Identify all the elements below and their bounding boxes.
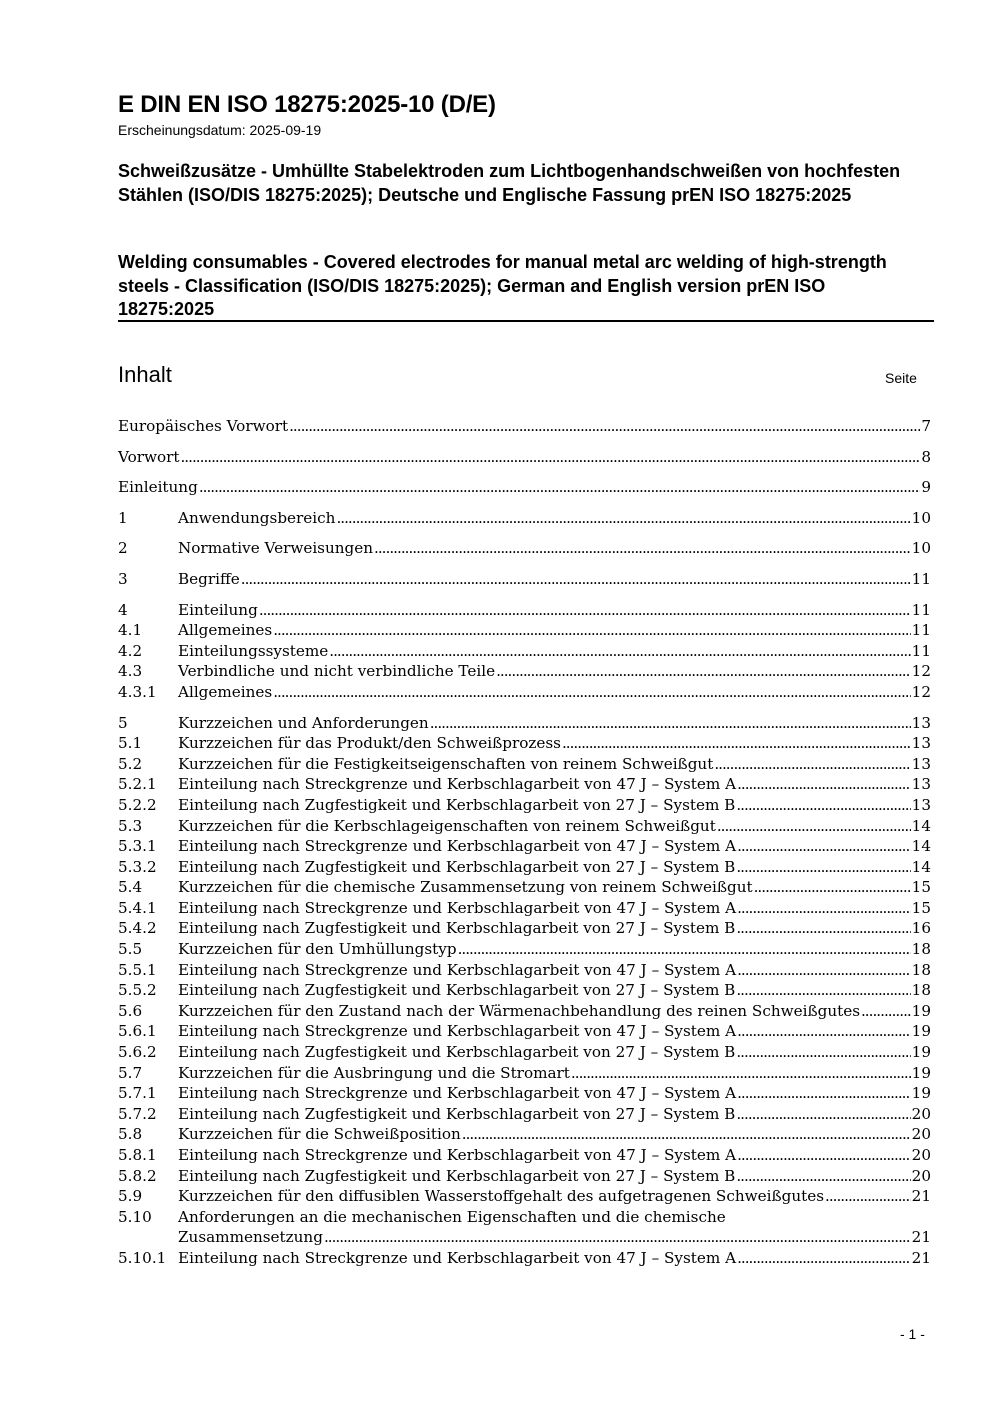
- toc-entry-page: 21: [911, 1187, 931, 1206]
- toc-entry-page: 20: [911, 1146, 931, 1164]
- toc-entry-page: 21: [911, 1248, 931, 1267]
- toc-entry-page: 10: [911, 539, 931, 558]
- toc-entry-number: 5.4.2: [118, 919, 157, 938]
- toc-leader-dots: [861, 1001, 911, 1022]
- toc-entry-label: Kurzzeichen für die Ausbringung und die Stromart: [178, 1063, 570, 1082]
- toc-entry-page: 16: [911, 919, 931, 938]
- toc-entry[interactable]: [118, 1207, 931, 1248]
- toc-entry-label: Normative Verweisungen: [178, 539, 374, 558]
- toc-leader-dots: [737, 960, 911, 981]
- toc-entry-page: 21: [911, 1228, 931, 1247]
- toc-entry-label: Einteilung nach Streckgrenze und Kerbschlagarbeit von 47 J – System A: [178, 837, 737, 856]
- toc-entry[interactable]: [118, 1166, 931, 1187]
- toc-leader-dots: [737, 1145, 911, 1166]
- toc-entry[interactable]: [118, 898, 931, 919]
- toc-entry-number: 5.3: [118, 816, 143, 835]
- toc-entry-label: Einteilung nach Zugfestigkeit und Kerbschlagarbeit von 27 J – System B: [178, 1166, 736, 1185]
- toc-entry-number: 5.7.2: [118, 1104, 157, 1123]
- toc-entry-number: 5.3.1: [118, 837, 157, 856]
- toc-entry-page: 15: [911, 898, 931, 917]
- toc-entry-page: 13: [911, 754, 931, 773]
- toc-entry-page: 14: [911, 837, 931, 856]
- toc-entry-label: Einteilung nach Streckgrenze und Kerbschlagarbeit von 47 J – System A: [178, 775, 737, 794]
- toc-entry-page: 19: [911, 1063, 931, 1082]
- toc-leader-dots: [736, 980, 910, 1001]
- toc-leader-dots: [754, 877, 911, 898]
- toc-entry-page: 7: [921, 417, 931, 435]
- toc-entry-number: 5.10: [118, 1207, 152, 1226]
- footer-page-number: - 1 -: [900, 1326, 925, 1342]
- header-divider: [118, 320, 934, 322]
- toc-entry-number: 5.6.2: [118, 1043, 157, 1062]
- toc-leader-dots: [241, 569, 911, 590]
- toc-leader-dots: [571, 1063, 911, 1084]
- toc-leader-dots: [736, 1042, 910, 1063]
- toc-leader-dots: [273, 682, 910, 703]
- toc-entry-page: 14: [911, 816, 931, 835]
- toc-entry-page: 18: [911, 981, 931, 1000]
- toc-entry-number: 5.1: [118, 734, 143, 753]
- toc-entry-page: 12: [911, 662, 931, 681]
- toc-entry-number: 5.8.2: [118, 1166, 157, 1185]
- toc-entry[interactable]: [118, 1063, 931, 1084]
- toc-leader-dots: [273, 620, 910, 641]
- toc-leader-dots: [180, 447, 920, 468]
- toc-entry-page: 18: [911, 940, 931, 959]
- toc-entry[interactable]: [118, 416, 931, 437]
- toc-entry-label: Kurzzeichen für die Festigkeitseigenschaften von reinem Schweißgut: [178, 754, 714, 773]
- toc-entry-number: 4.2: [118, 641, 143, 660]
- toc-entry-page: 12: [911, 682, 931, 701]
- toc-entry-page: 18: [911, 960, 931, 979]
- toc-entry-label: Einteilung nach Streckgrenze und Kerbschlagarbeit von 47 J – System A: [178, 1146, 737, 1164]
- toc-leader-dots: [329, 641, 910, 662]
- document-id: E DIN EN ISO 18275:2025-10 (D/E): [118, 91, 496, 118]
- toc-entry[interactable]: [118, 733, 931, 754]
- toc-entry-number: 4.3.1: [118, 682, 157, 701]
- toc-entry[interactable]: [118, 641, 931, 662]
- toc-entry-label: Einteilung nach Streckgrenze und Kerbschlagarbeit von 47 J – System A: [178, 1084, 737, 1103]
- toc-entry-number: 5.2: [118, 754, 143, 773]
- toc-entry-label-continued: Zusammensetzung: [178, 1228, 323, 1247]
- toc-leader-dots: [374, 538, 911, 559]
- toc-leader-dots: [462, 1124, 911, 1145]
- toc-entry-page: 15: [911, 878, 931, 897]
- toc-leader-dots: [458, 939, 911, 960]
- toc-entry-label: Europäisches Vorwort: [118, 417, 289, 435]
- toc-entry-number: 5.2.1: [118, 775, 157, 794]
- toc-leader-dots: [430, 713, 911, 734]
- toc-entry-label: Vorwort: [118, 447, 180, 466]
- toc-entry-label: Verbindliche und nicht verbindliche Teile: [178, 662, 496, 681]
- toc-entry-page: 20: [911, 1104, 931, 1123]
- toc-entry-number: 4.3: [118, 662, 143, 681]
- toc-leader-dots: [737, 898, 911, 919]
- toc-entry-label: Einleitung: [118, 478, 198, 497]
- toc-leader-dots: [736, 1166, 910, 1187]
- toc-entry[interactable]: [118, 538, 931, 559]
- toc-entry-page: 13: [911, 775, 931, 794]
- toc-leader-dots: [336, 508, 910, 529]
- toc-entry-number: 4.1: [118, 621, 143, 640]
- toc-entry-label: Anforderungen an die mechanischen Eigenschaften und die chemische: [178, 1207, 726, 1226]
- toc-entry-page: 19: [911, 1022, 931, 1041]
- toc-entry[interactable]: [118, 918, 931, 939]
- toc-leader-dots: [737, 1021, 911, 1042]
- toc-entry-number: 5.8: [118, 1125, 143, 1144]
- toc-heading: Inhalt: [118, 362, 172, 387]
- toc-entry-page: 20: [911, 1125, 931, 1144]
- toc-entry[interactable]: [118, 620, 931, 641]
- toc-entry-number: 5: [118, 713, 128, 732]
- toc-entry[interactable]: [118, 857, 931, 878]
- toc-entry-page: 19: [911, 1084, 931, 1103]
- toc-entry-page: 11: [911, 600, 931, 619]
- toc-entry[interactable]: [118, 1104, 931, 1125]
- toc-entry-label: Einteilung nach Streckgrenze und Kerbschlagarbeit von 47 J – System A: [178, 1022, 737, 1041]
- toc-entry[interactable]: [118, 939, 931, 960]
- toc-entry[interactable]: [118, 713, 931, 734]
- toc-entry-label: Einteilung nach Zugfestigkeit und Kerbschlagarbeit von 27 J – System B: [178, 981, 736, 1000]
- toc-entry-label: Einteilung nach Zugfestigkeit und Kerbschlagarbeit von 27 J – System B: [178, 1043, 736, 1062]
- toc-entry[interactable]: [118, 1248, 931, 1269]
- toc-leader-dots: [737, 774, 911, 795]
- toc-entry-label: Kurzzeichen für die Kerbschlageigenschaften von reinem Schweißgut: [178, 816, 716, 835]
- toc-entry[interactable]: [118, 1001, 931, 1022]
- toc-entry-number: 5.5.1: [118, 960, 157, 979]
- toc-leader-dots: [737, 836, 911, 857]
- toc-entry-label: Einteilung nach Zugfestigkeit und Kerbschlagarbeit von 27 J – System B: [178, 919, 736, 938]
- toc-entry-label: Einteilung nach Zugfestigkeit und Kerbschlagarbeit von 27 J – System B: [178, 795, 736, 814]
- toc-entry-page: 10: [911, 508, 931, 527]
- toc-entry-number: 5.5.2: [118, 981, 157, 1000]
- toc-entry-label: Einteilungssysteme: [178, 641, 329, 660]
- toc-entry-number: 2: [118, 539, 128, 558]
- toc-entry-number: 5.5: [118, 940, 143, 959]
- toc-entry-page: 11: [911, 621, 931, 640]
- toc-entry-label: Kurzzeichen für den Umhüllungstyp: [178, 940, 457, 959]
- toc-entry-label: Kurzzeichen für die Schweißposition: [178, 1125, 461, 1144]
- toc-leader-dots: [736, 1104, 910, 1125]
- toc-entry-page: 13: [911, 713, 931, 732]
- toc-entry-label: Einteilung nach Streckgrenze und Kerbschlagarbeit von 47 J – System A: [178, 898, 737, 917]
- toc-entry[interactable]: [118, 980, 931, 1001]
- toc-entry[interactable]: [118, 569, 931, 590]
- toc-entry-number: 4: [118, 600, 128, 619]
- toc-entry-number: 5.4.1: [118, 898, 157, 917]
- toc-entry-page: 19: [911, 1043, 931, 1062]
- toc-entry-label: Allgemeines: [178, 682, 273, 701]
- toc-entry-page: 8: [921, 447, 931, 466]
- toc-entry-label: Einteilung: [178, 600, 258, 619]
- toc-entry-page: 20: [911, 1166, 931, 1185]
- toc-entry-number: 5.7.1: [118, 1084, 157, 1103]
- toc-entry-page: 13: [911, 795, 931, 814]
- toc-entry[interactable]: [118, 661, 931, 682]
- toc-entry-label: Begriffe: [178, 569, 240, 588]
- toc-leader-dots: [259, 600, 911, 621]
- toc-entry-page: 9: [921, 478, 931, 497]
- toc-entry[interactable]: [118, 795, 931, 816]
- toc-entry-label: Kurzzeichen und Anforderungen: [178, 713, 429, 732]
- toc-entry-number: 5.10.1: [118, 1248, 167, 1267]
- toc-entry-label: Einteilung nach Streckgrenze und Kerbschlagarbeit von 47 J – System A: [178, 1248, 737, 1267]
- toc-leader-dots: [714, 754, 910, 775]
- toc-entry[interactable]: [118, 1186, 931, 1207]
- toc-entry[interactable]: [118, 1083, 931, 1104]
- toc-entry[interactable]: [118, 682, 931, 703]
- toc-leader-dots: [324, 1227, 911, 1248]
- toc-entry-page: 11: [911, 641, 931, 660]
- toc-entry[interactable]: [118, 1145, 931, 1166]
- toc-entry[interactable]: [118, 1042, 931, 1063]
- toc-entry-number: 3: [118, 569, 128, 588]
- toc-entry-label: Kurzzeichen für den diffusiblen Wasserstoffgehalt des aufgetragenen Schweißgutes: [178, 1187, 824, 1206]
- toc-entry[interactable]: [118, 960, 931, 981]
- toc-leader-dots: [737, 1083, 911, 1104]
- toc-entry[interactable]: [118, 836, 931, 857]
- toc-entry-number: 5.9: [118, 1187, 143, 1206]
- toc-entry-number: 5.7: [118, 1063, 143, 1082]
- toc-entry-number: 1: [118, 508, 128, 527]
- toc-leader-dots: [736, 918, 910, 939]
- toc-leader-dots: [496, 661, 911, 682]
- toc-entry[interactable]: [118, 508, 931, 529]
- toc-entry-number: 5.6.1: [118, 1022, 157, 1041]
- toc-entry-label: Einteilung nach Zugfestigkeit und Kerbschlagarbeit von 27 J – System B: [178, 857, 736, 876]
- toc-entry-page: 13: [911, 734, 931, 753]
- toc-leader-dots: [825, 1186, 911, 1207]
- toc-entry-number: 5.8.1: [118, 1146, 157, 1164]
- table-of-contents: [118, 416, 931, 1269]
- toc-entry-label: Kurzzeichen für den Zustand nach der Wärmenachbehandlung des reinen Schweißgutes: [178, 1001, 860, 1020]
- toc-entry[interactable]: [118, 816, 931, 837]
- toc-leader-dots: [289, 416, 920, 437]
- toc-entry-number: 5.2.2: [118, 795, 157, 814]
- toc-entry-number: 5.3.2: [118, 857, 157, 876]
- toc-entry-label: Anwendungsbereich: [178, 508, 336, 527]
- toc-entry[interactable]: [118, 774, 931, 795]
- toc-entry-page: 14: [911, 857, 931, 876]
- toc-entry-number: 5.4: [118, 878, 143, 897]
- toc-leader-dots: [562, 733, 911, 754]
- title-english: Welding consumables - Covered electrodes for manual metal arc welding of high-strength steels - Classification (ISO/DIS 18275:2025); German and English version prEN ISO 18275:2025: [118, 252, 887, 319]
- toc-entry-page: 19: [911, 1001, 931, 1020]
- toc-entry[interactable]: [118, 447, 931, 468]
- toc-entry[interactable]: [118, 754, 931, 775]
- toc-entry[interactable]: [118, 1124, 931, 1145]
- toc-entry-number: 5.6: [118, 1001, 143, 1020]
- toc-leader-dots: [737, 1248, 911, 1269]
- toc-entry-page: 11: [911, 569, 931, 588]
- toc-entry-label: Einteilung nach Streckgrenze und Kerbschlagarbeit von 47 J – System A: [178, 960, 737, 979]
- toc-entry-label: Einteilung nach Zugfestigkeit und Kerbschlagarbeit von 27 J – System B: [178, 1104, 736, 1123]
- toc-entry-label: Kurzzeichen für das Produkt/den Schweißprozess: [178, 734, 561, 753]
- toc-page-column-label: Seite: [885, 370, 917, 386]
- toc-entry-label: Allgemeines: [178, 621, 273, 640]
- toc-leader-dots: [199, 477, 920, 498]
- toc-entry[interactable]: [118, 877, 931, 898]
- toc-entry[interactable]: [118, 1021, 931, 1042]
- toc-leader-dots: [717, 816, 911, 837]
- toc-entry[interactable]: [118, 600, 931, 621]
- toc-leader-dots: [736, 857, 910, 878]
- toc-entry[interactable]: [118, 477, 931, 498]
- publication-date: Erscheinungsdatum: 2025-09-19: [118, 122, 322, 138]
- title-german: Schweißzusätze - Umhüllte Stabelektroden zum Lichtbogenhandschweißen von hochfesten Stählen (ISO/DIS 18275:2025); Deutsche und Englische Fassung prEN ISO 18275:2025: [118, 161, 901, 205]
- toc-leader-dots: [736, 795, 910, 816]
- toc-entry-label: Kurzzeichen für die chemische Zusammensetzung von reinem Schweißgut: [178, 878, 753, 897]
